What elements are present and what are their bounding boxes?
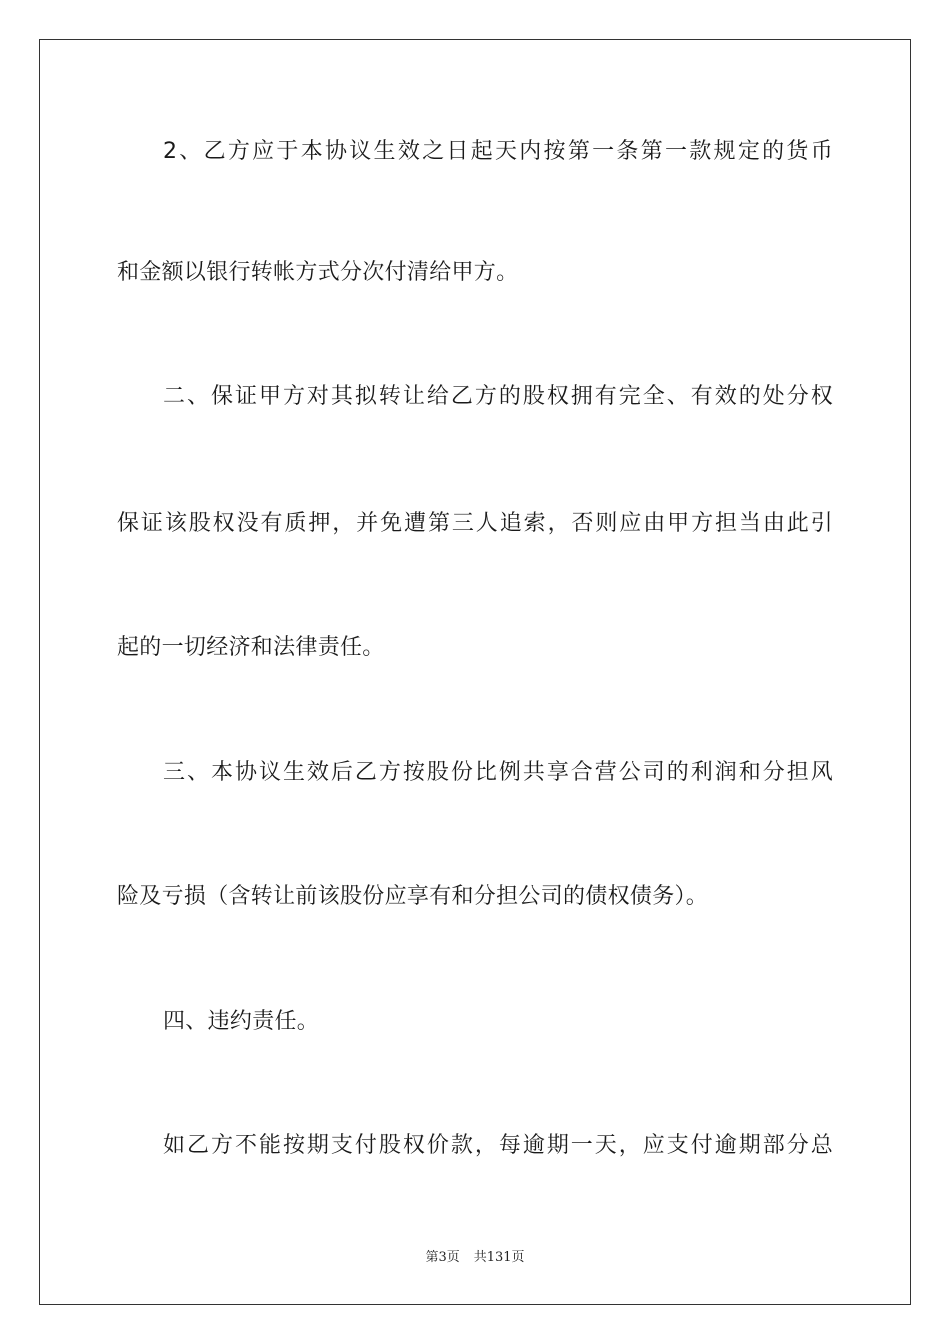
paragraph-line: 如乙方不能按期支付股权价款，每逾期一天，应支付逾期部分总	[163, 1133, 833, 1158]
page-number: 第3页	[425, 1250, 460, 1265]
paragraph-line: 2、乙方应于本协议生效之日起天内按第一条第一款规定的货币	[163, 139, 833, 164]
paragraph-line: 起的一切经济和法律责任。	[117, 635, 385, 660]
paragraph-line: 和金额以银行转帐方式分次付清给甲方。	[117, 260, 519, 285]
paragraph-line: 四、违约责任。	[163, 1009, 320, 1034]
page-footer	[0, 1249, 950, 1267]
paragraph-line: 险及亏损（含转让前该股份应享有和分担公司的债权债务）。	[117, 884, 709, 909]
paragraph-line: 二、保证甲方对其拟转让给乙方的股权拥有完全、有效的处分权	[163, 384, 833, 409]
paragraph-line: 保证该股权没有质押，并免遭第三人追索，否则应由甲方担当由此引	[117, 511, 833, 536]
page-border	[39, 39, 911, 1305]
total-pages: 共131页	[473, 1250, 525, 1265]
paragraph-line: 三、本协议生效后乙方按股份比例共享合营公司的利润和分担风	[163, 760, 833, 785]
